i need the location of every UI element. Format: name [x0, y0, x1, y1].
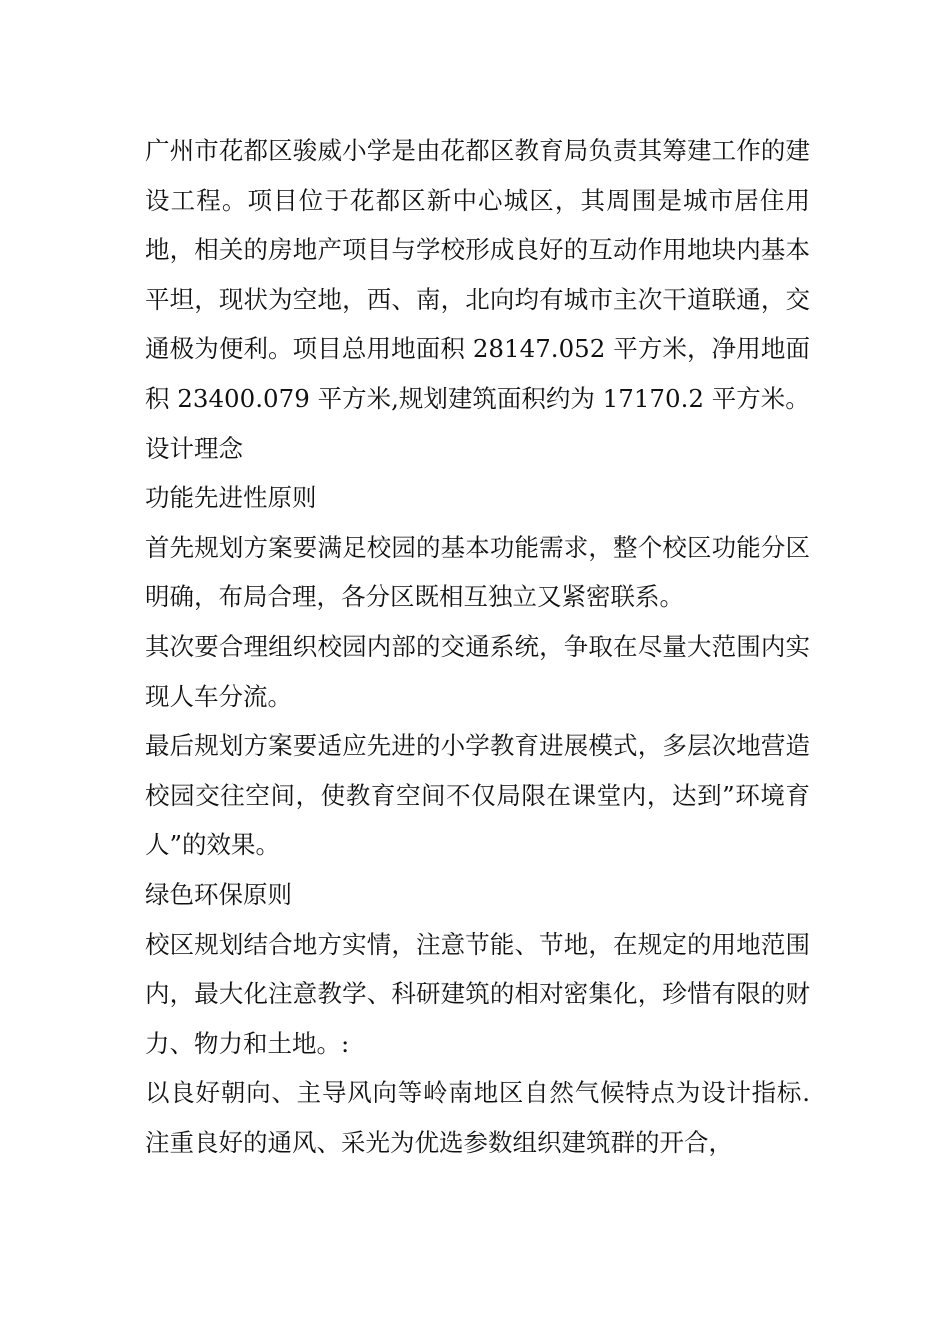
heading-design-concept: 设计理念: [145, 433, 243, 463]
paragraph-land-saving: 校区规划结合地方实情，注意节能、节地，在规定的用地范围内，最大化注意教学、科研建筑的相对密集化，珍惜有限的财力、物力和土地。:: [145, 929, 810, 1058]
heading-functional-principle: 功能先进性原则: [145, 483, 317, 513]
paragraph-functional-needs: 首先规划方案要满足校园的基本功能需求，整个校区功能分区明确，布局合理，各分区既相互独立又紧密联系。: [145, 532, 810, 612]
heading-green-principle: 绿色环保原则: [145, 879, 292, 909]
paragraph-project-overview: 广州市花都区骏威小学是由花都区教育局负责其筹建工作的建设工程。项目位于花都区新中心城区，其周围是城市居住用地，相关的房地产项目与学校形成良好的互动作用地块内基本平坦，现状为空地，西、南，北向均有城市主次干道联通，交通极为便利。项目总用地面积 28147.052 平方米，净用地面积 23400.079 平方米,规划建筑面积约为 17170.2 平方米。: [145, 136, 810, 413]
paragraph-education-mode: 最后规划方案要适应先进的小学教育进展模式，多层次地营造校园交往空间，使教育空间不仅局限在课堂内，达到”环境育人”的效果。: [145, 731, 810, 860]
paragraph-traffic-system: 其次要合理组织校园内部的交通系统，争取在尽量大范围内实现人车分流。: [145, 631, 810, 711]
paragraph-climate-design: 以良好朝向、主导风向等岭南地区自然气候特点为设计指标.注重良好的通风、采光为优选参数组织建筑群的开合，: [145, 1078, 810, 1157]
document-body: [145, 126, 810, 1167]
